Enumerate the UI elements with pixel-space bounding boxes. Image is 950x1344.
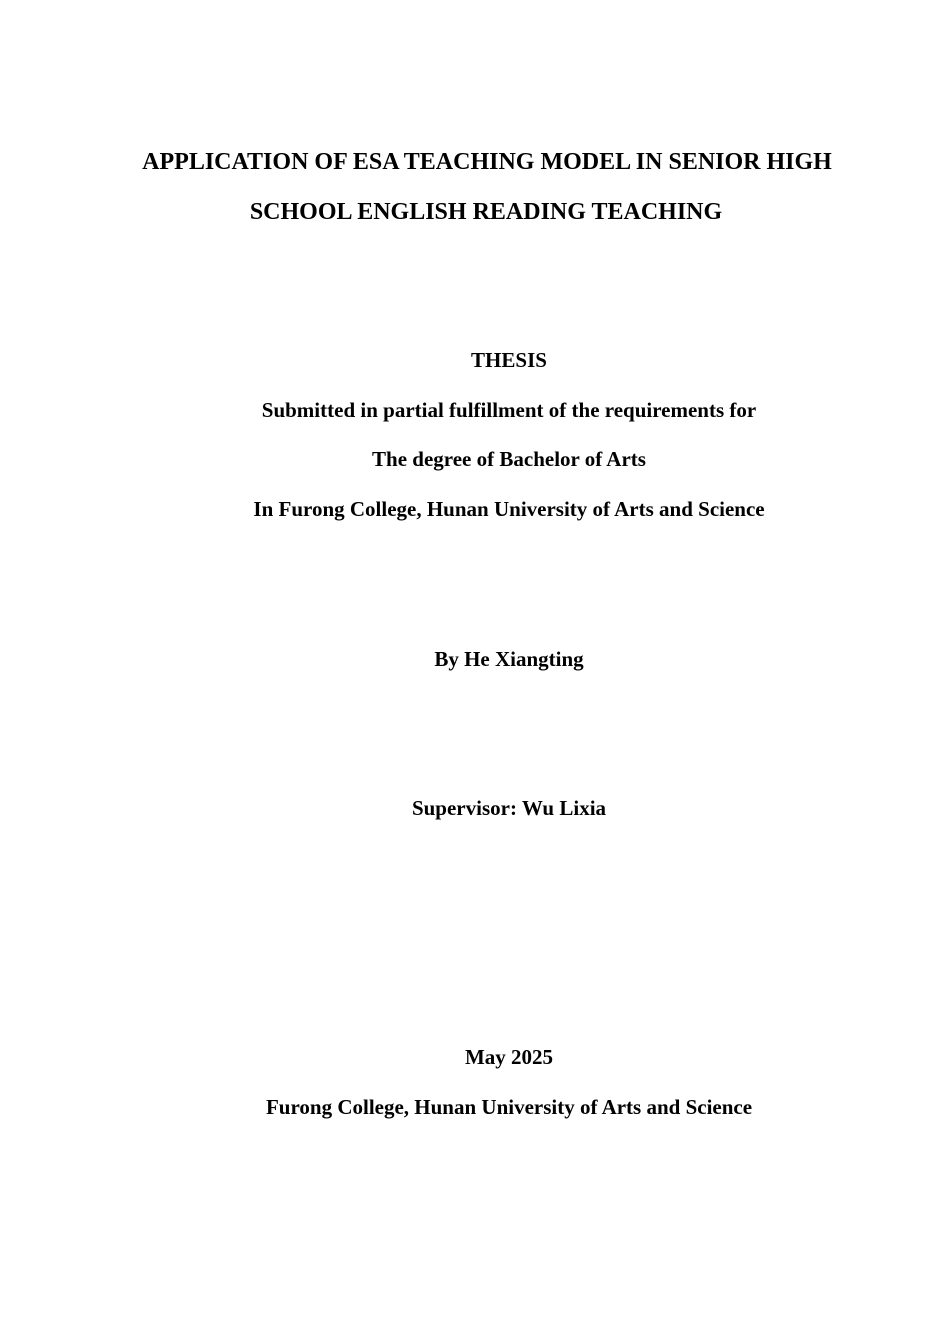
submission-date: May 2025 xyxy=(464,1045,554,1069)
submission-statement: Submitted in partial fulfillment of the requirements for xyxy=(261,398,757,422)
thesis-title-line-2: SCHOOL ENGLISH READING TEACHING xyxy=(249,199,723,225)
author-name: By He Xiangting xyxy=(434,647,584,671)
footer-institution: Furong College, Hunan University of Arts and Science xyxy=(265,1095,753,1119)
thesis-title-line-1: APPLICATION OF ESA TEACHING MODEL IN SENIOR HIGH xyxy=(142,149,832,175)
supervisor-name: Supervisor: Wu Lixia xyxy=(411,796,607,820)
thesis-label: THESIS xyxy=(471,348,547,372)
degree-statement: The degree of Bachelor of Arts xyxy=(372,447,646,471)
institution-statement: In Furong College, Hunan University of Arts and Science xyxy=(253,497,765,521)
